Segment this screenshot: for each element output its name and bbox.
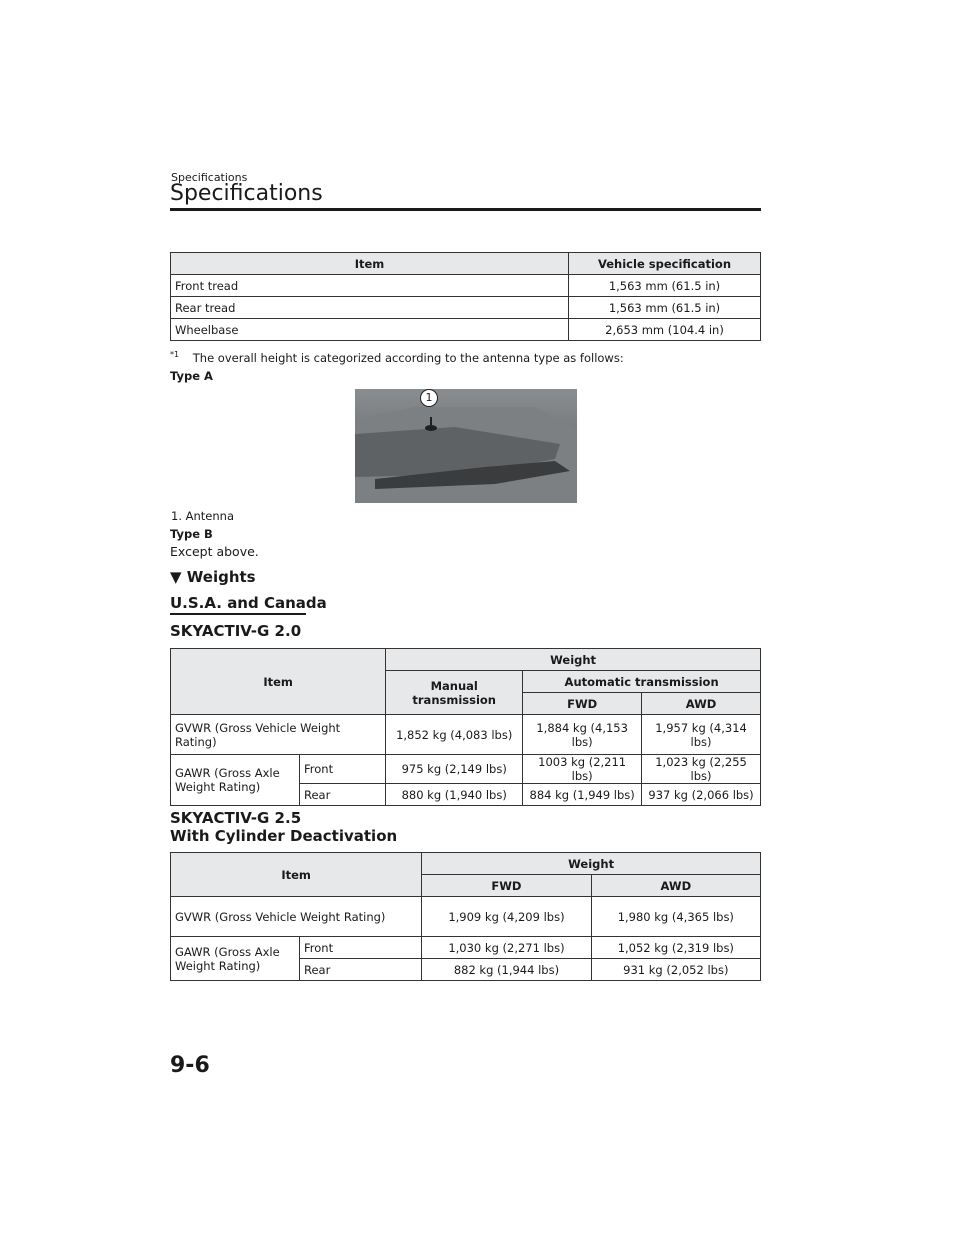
axle-rear-label: Rear bbox=[300, 959, 422, 981]
cell-value: 975 kg (2,149 lbs) bbox=[386, 755, 523, 784]
cell-value: 1,023 kg (2,255 lbs) bbox=[642, 755, 761, 784]
gvwr-label: GVWR (Gross Vehicle Weight Rating) bbox=[171, 715, 386, 755]
engine-heading-g25 bbox=[170, 809, 397, 845]
cell-value: 1,852 kg (4,083 lbs) bbox=[386, 715, 523, 755]
col-header-item: Item bbox=[171, 649, 386, 715]
weights-heading: ▼ Weights bbox=[170, 568, 256, 586]
row-value: 2,653 mm (104.4 in) bbox=[569, 319, 761, 341]
footnote bbox=[170, 350, 624, 365]
cell-value: 880 kg (1,940 lbs) bbox=[386, 784, 523, 806]
table-row bbox=[171, 897, 761, 937]
section-label: Specifications bbox=[171, 171, 248, 184]
title-divider bbox=[170, 208, 761, 211]
table-row bbox=[171, 715, 761, 755]
row-label: Rear tread bbox=[171, 297, 569, 319]
col-header-fwd: FWD bbox=[523, 693, 642, 715]
table-row bbox=[171, 755, 761, 784]
figure-caption: 1. Antenna bbox=[171, 509, 234, 523]
cell-value: 884 kg (1,949 lbs) bbox=[523, 784, 642, 806]
roof-illustration bbox=[355, 389, 577, 503]
col-header-fwd: FWD bbox=[422, 875, 591, 897]
col-header-weight: Weight bbox=[386, 649, 761, 671]
region-heading: U.S.A. and Canada bbox=[170, 594, 327, 612]
gawr-label: GAWR (Gross Axle Weight Rating) bbox=[171, 937, 300, 981]
cell-value: 937 kg (2,066 lbs) bbox=[642, 784, 761, 806]
col-header-automatic: Automatic transmission bbox=[523, 671, 761, 693]
cell-value: 1,884 kg (4,153 lbs) bbox=[523, 715, 642, 755]
col-header-spec: Vehicle specification bbox=[569, 253, 761, 275]
table-row bbox=[171, 319, 761, 341]
cell-value: 1,909 kg (4,209 lbs) bbox=[422, 897, 591, 937]
engine-heading-g20: SKYACTIV-G 2.0 bbox=[170, 622, 302, 640]
vehicle-spec-table bbox=[170, 252, 761, 341]
axle-front-label: Front bbox=[300, 755, 386, 784]
table-row bbox=[171, 297, 761, 319]
type-b-text: Except above. bbox=[170, 544, 259, 559]
cell-value: 882 kg (1,944 lbs) bbox=[422, 959, 591, 981]
row-label: Front tread bbox=[171, 275, 569, 297]
cell-value: 1,957 kg (4,314 lbs) bbox=[642, 715, 761, 755]
type-b-label: Type B bbox=[170, 527, 213, 541]
col-header-weight: Weight bbox=[422, 853, 761, 875]
engine-heading-line2: With Cylinder Deactivation bbox=[170, 827, 398, 845]
col-header-item: Item bbox=[171, 253, 569, 275]
axle-rear-label: Rear bbox=[300, 784, 386, 806]
cell-value: 1,030 kg (2,271 lbs) bbox=[422, 937, 591, 959]
row-label: Wheelbase bbox=[171, 319, 569, 341]
callout-number: 1 bbox=[420, 389, 438, 407]
col-header-awd: AWD bbox=[591, 875, 760, 897]
table-row bbox=[171, 275, 761, 297]
gvwr-label: GVWR (Gross Vehicle Weight Rating) bbox=[171, 897, 422, 937]
row-value: 1,563 mm (61.5 in) bbox=[569, 297, 761, 319]
col-header-awd: AWD bbox=[642, 693, 761, 715]
type-a-label: Type A bbox=[170, 369, 213, 383]
page-title: Specifications bbox=[170, 181, 323, 206]
cell-value: 931 kg (2,052 lbs) bbox=[591, 959, 760, 981]
weights-table-g20 bbox=[170, 648, 761, 806]
region-underline bbox=[170, 613, 306, 615]
col-header-manual: Manual transmission bbox=[386, 671, 523, 715]
cell-value: 1,052 kg (2,319 lbs) bbox=[591, 937, 760, 959]
col-header-item: Item bbox=[171, 853, 422, 897]
footnote-marker: *1 bbox=[170, 350, 180, 359]
engine-heading-line1: SKYACTIV-G 2.5 bbox=[170, 809, 302, 827]
gawr-label: GAWR (Gross Axle Weight Rating) bbox=[171, 755, 300, 806]
weights-table-g25 bbox=[170, 852, 761, 981]
cell-value: 1,980 kg (4,365 lbs) bbox=[591, 897, 760, 937]
table-row bbox=[171, 937, 761, 959]
axle-front-label: Front bbox=[300, 937, 422, 959]
cell-value: 1003 kg (2,211 lbs) bbox=[523, 755, 642, 784]
antenna-illustration bbox=[355, 389, 577, 503]
page-number: 9-6 bbox=[170, 1053, 210, 1078]
row-value: 1,563 mm (61.5 in) bbox=[569, 275, 761, 297]
footnote-text: The overall height is categorized according to the antenna type as follows: bbox=[192, 350, 624, 365]
